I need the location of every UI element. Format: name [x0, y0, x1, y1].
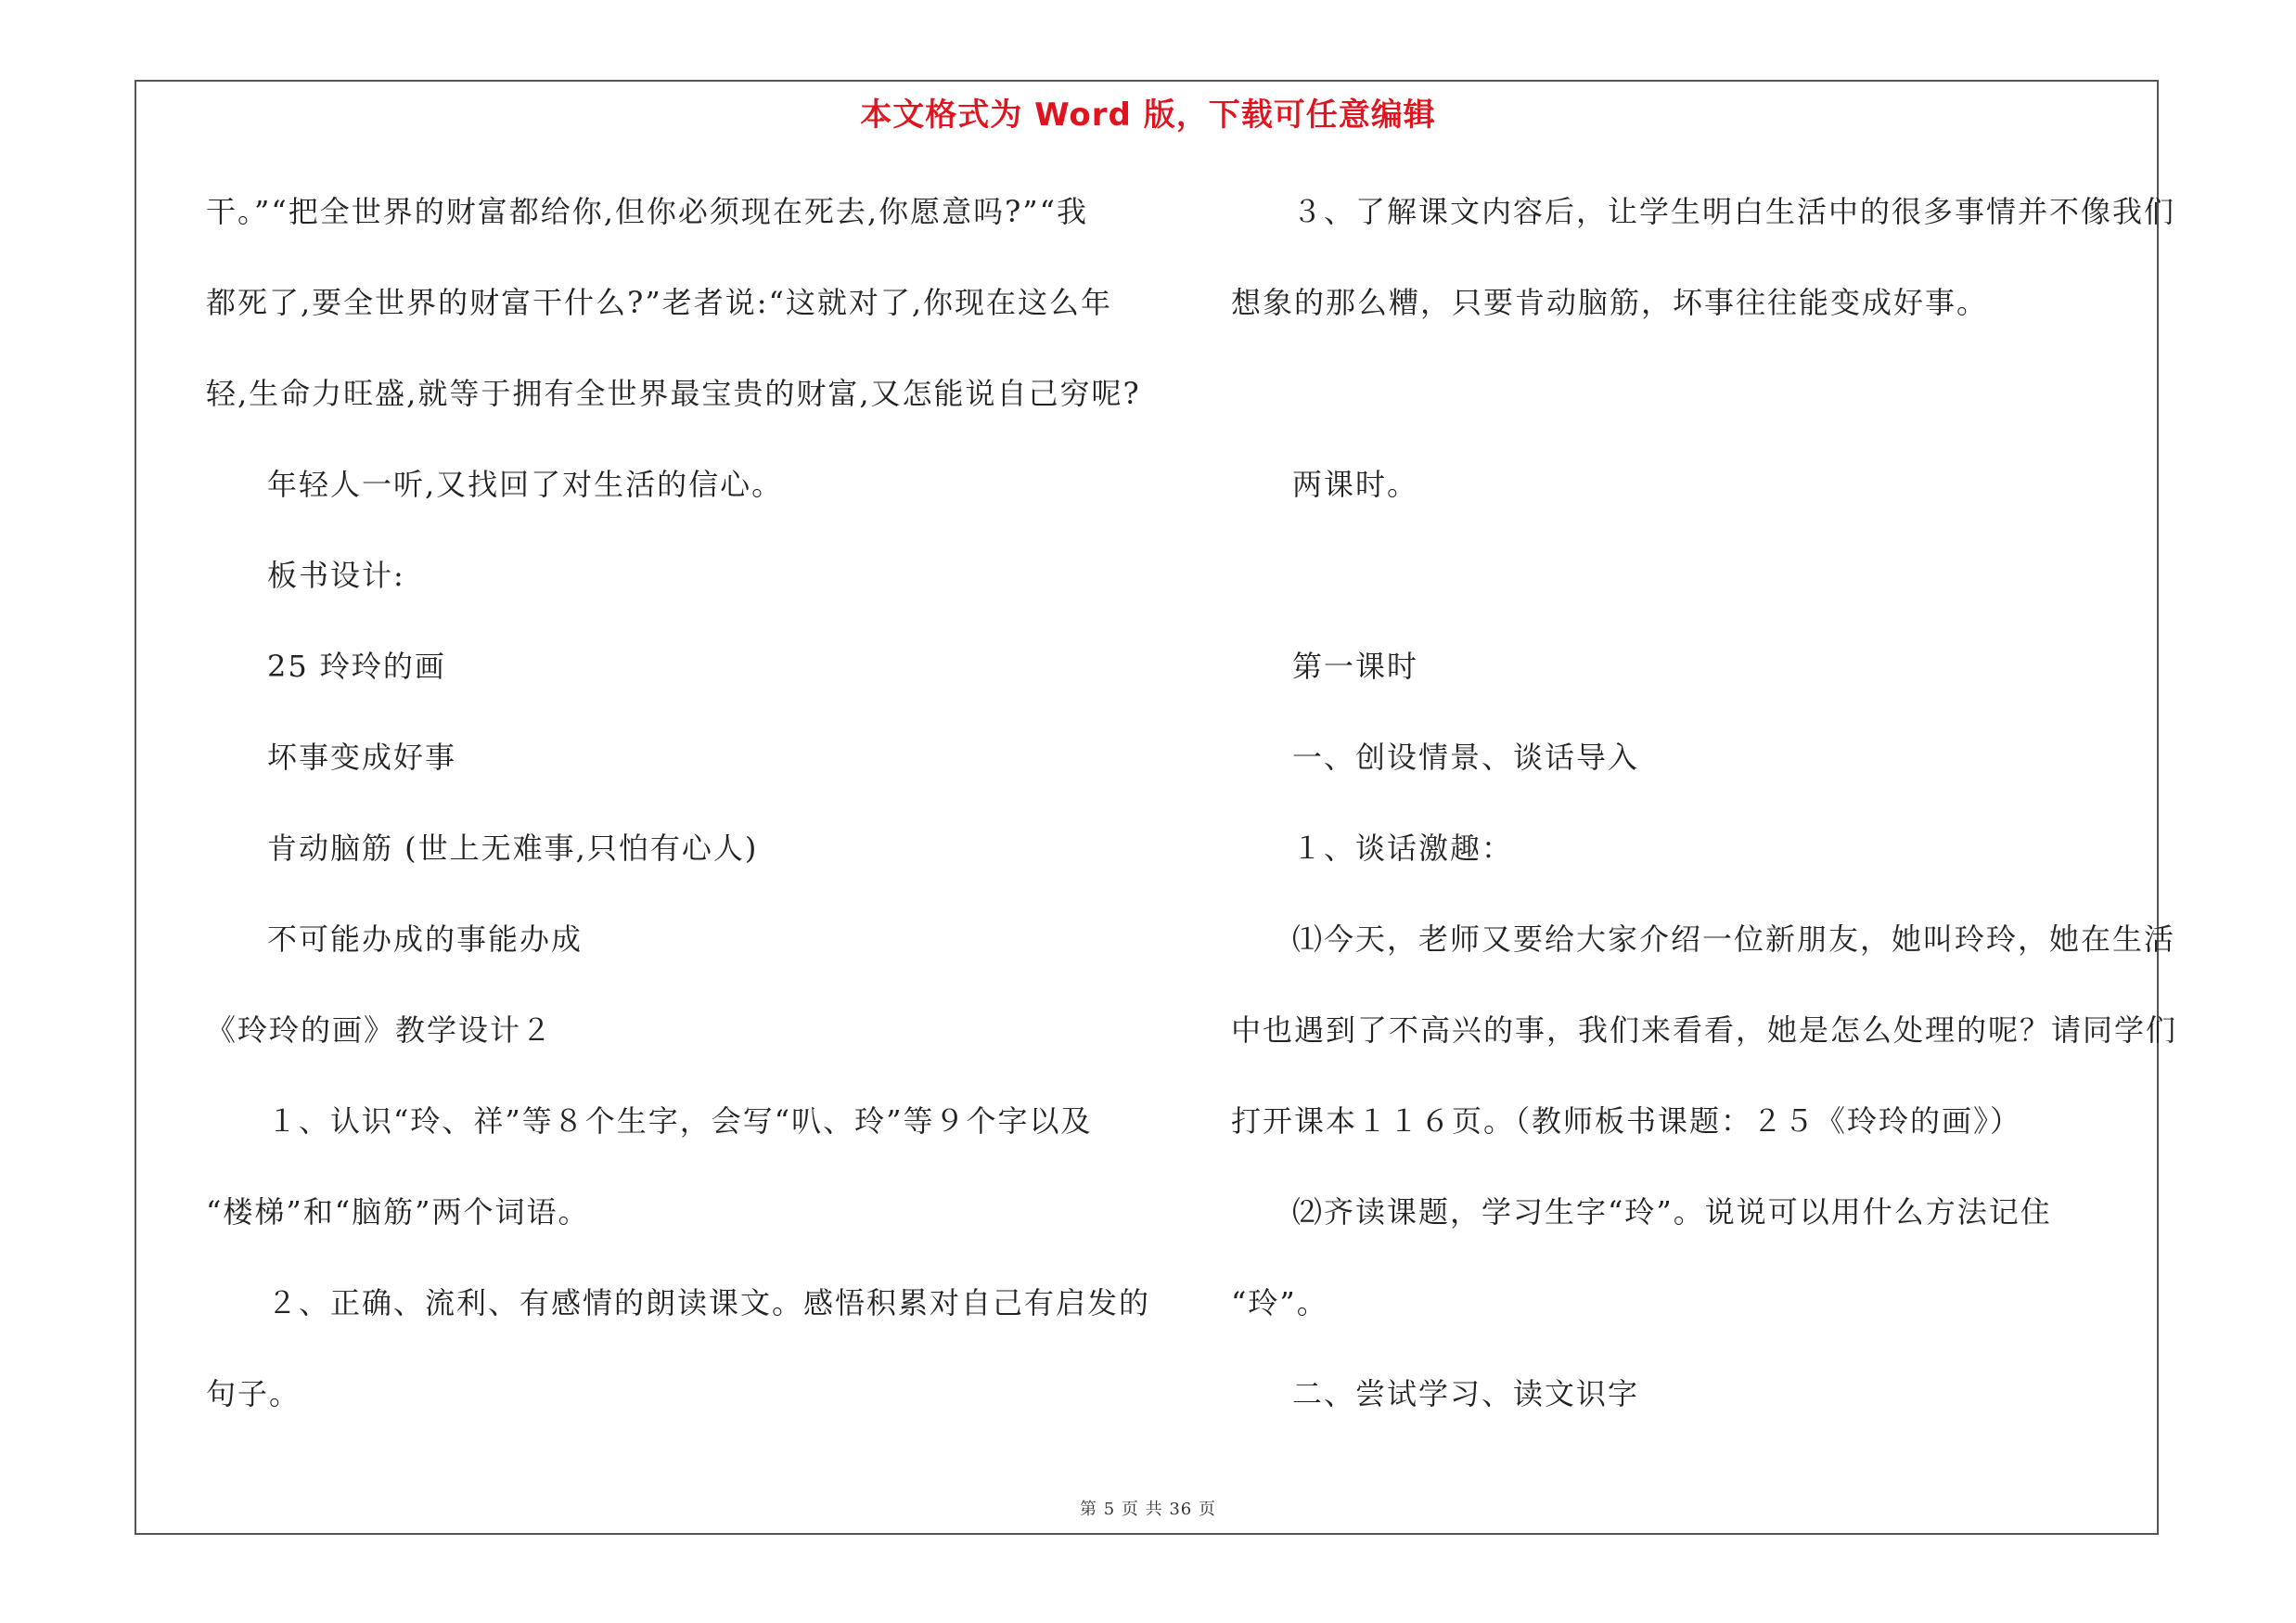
format-banner: 本文格式为 Word 版，下载可任意编辑 — [860, 97, 1436, 134]
paragraph-line: “玲”。 — [1231, 1285, 1328, 1320]
paragraph-line: 想象的那么糟，只要肯动脑筋，坏事往往能变成好事。 — [1231, 285, 1989, 320]
document-subtitle: 《玲玲的画》教学设计２ — [206, 1012, 554, 1048]
section-heading: 一、创设情景、谈话导入 — [1292, 740, 1640, 775]
paragraph-line: ⑵齐读课题，学习生字“玲”。说说可以用什么方法记住 — [1292, 1194, 2052, 1230]
board-line: 肯动脑筋 (世上无难事,只怕有心人) — [267, 831, 759, 866]
paragraph-line: 都死了,要全世界的财富干什么?”老者说:“这就对了,你现在这么年 — [206, 285, 1113, 320]
paragraph-line: １、认识“玲、祥”等８个生字，会写“叭、玲”等９个字以及 — [267, 1103, 1093, 1139]
paragraph-line: ２、正确、流利、有感情的朗读课文。感悟积累对自己有启发的 — [267, 1285, 1151, 1320]
section-heading: 板书设计: — [267, 558, 405, 593]
paragraph-line: ⑴今天，老师又要给大家介绍一位新朋友，她叫玲玲，她在生活 — [1292, 921, 2176, 957]
paragraph-line: 打开课本１１６页。（教师板书课题：２５《玲玲的画》） — [1231, 1103, 2022, 1139]
paragraph-line: 干。”“把全世界的财富都给你,但你必须现在死去,你愿意吗?”“我 — [206, 194, 1088, 229]
page-number: 第 5 页 共 36 页 — [1080, 1500, 1216, 1519]
board-title: 25 玲玲的画 — [267, 649, 446, 684]
paragraph-line: 轻,生命力旺盛,就等于拥有全世界最宝贵的财富,又怎能说自己穷呢? — [206, 376, 1141, 411]
paragraph-line: 两课时。 — [1292, 467, 1419, 502]
section-heading: 第一课时 — [1292, 649, 1419, 684]
paragraph-line: ３、了解课文内容后，让学生明白生活中的很多事情并不像我们 — [1292, 194, 2176, 229]
board-line: 不可能办成的事能办成 — [267, 921, 584, 957]
board-line: 坏事变成好事 — [267, 740, 457, 775]
paragraph-line: “楼梯”和“脑筋”两个词语。 — [206, 1194, 590, 1230]
section-heading: 二、尝试学习、读文识字 — [1292, 1376, 1640, 1411]
paragraph-line: 年轻人一听,又找回了对生活的信心。 — [267, 467, 784, 502]
paragraph-line: 中也遇到了不高兴的事，我们来看看，她是怎么处理的呢？请同学们 — [1231, 1012, 2178, 1048]
paragraph-line: 句子。 — [206, 1376, 301, 1411]
paragraph-line: １、谈话激趣： — [1292, 831, 1514, 866]
